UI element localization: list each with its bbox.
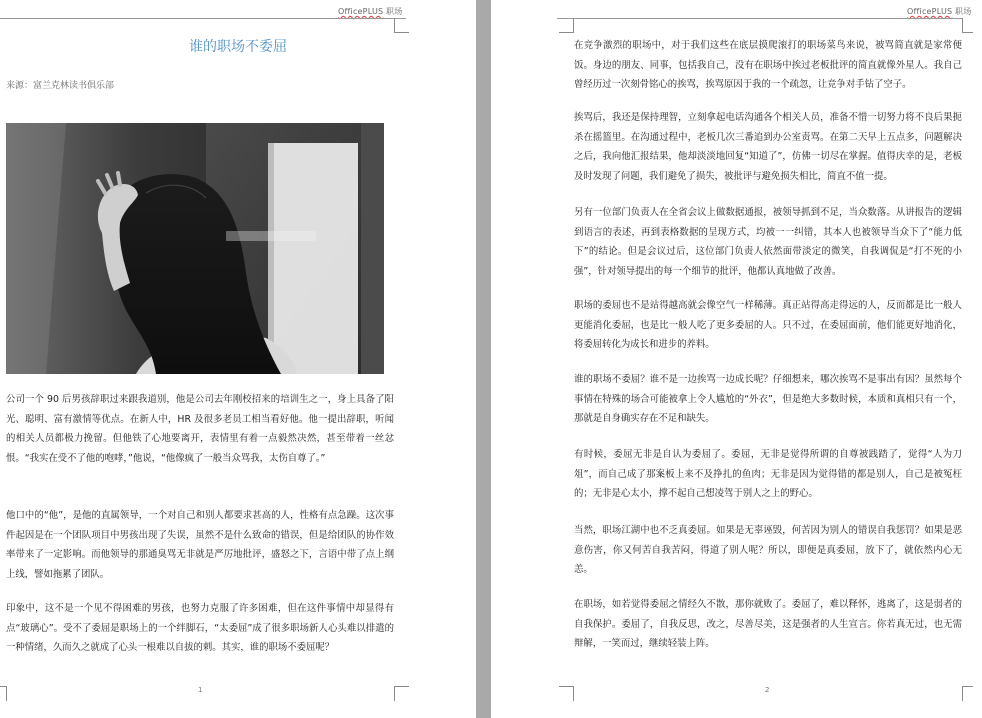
paragraph: 在竞争激烈的职场中，对于我们这些在底层摸爬滚打的职场菜鸟来说，被骂简直就是家常便饭。身边的朋友、同事，包括我自己，没有在职场中挨过老板批评的简直就像外星人。我自己曾经历过一次刻骨铭心的挨骂，挨骂原因于我的一个疏忽，让竞争对手钻了空子。: [574, 40, 962, 91]
article-title: 谁的职场不委屈: [189, 39, 287, 55]
paragraph: 另有一位部门负责人在全省会议上做数据通报，被领导抓到不足，当众数落。从讲报告的逻辑到语言的表述，再到表格数据的呈现方式，均被一一纠错，其本人也被领导当众下了“能力低下”的结论。但是会议过后，这位部门负责人依然面带淡定的微笑，自我调侃是“打不死的小强”，针对领导提出的每一个细节的批评，他都认真地做了改善。: [574, 207, 962, 277]
paragraph: 有时候，委屈无非是自认为委屈了。委屈，无非是觉得所谓的自尊被践踏了，觉得“人为刀俎”，而自己成了那案板上来不及挣扎的鱼肉；无非是因为觉得错的都是别人，自己是被冤枉的；无非是心太小，撑不起自己想凌驾于别人之上的野心。: [574, 449, 962, 500]
margin-corner-top-left: [559, 18, 574, 33]
margin-corner-bottom-left: [0, 686, 7, 701]
page-header-label: [907, 6, 971, 17]
margin-corner-top-right: [962, 18, 973, 33]
paragraph: 他口中的“他”，是他的直属领导，一个对自己和别人都要求甚高的人，性格有点急躁。这次事件起因是在一个团队项目中男孩出现了失误，虽然不是什么致命的错误，但是给团队的协作效率带来了一定影响。而他领导的那通臭骂无非就是严厉地批评，盛怒之下，言语中带了点上纲上线，譬如拖累了团队。: [6, 510, 394, 580]
margin-corner-bottom-left: [559, 686, 574, 701]
paragraph: 印象中，这不是一个见不得困难的男孩，也努力克服了许多困难，但在这件事情中却显得有点“玻璃心”。受不了委屈是职场上的一个绊脚石，“太委屈”成了很多职场新人心头难以排遣的一种情绪，久而久之就成了心头一根难以自拔的刺。其实，谁的职场不委屈呢？: [6, 603, 394, 654]
paragraph: 公司一个 90 后男孩辞职过来跟我道别，他是公司去年刚校招来的培训生之一，身上具备了阳光、聪明、富有激情等优点。在新人中，HR 及很多老员工相当看好他。他一提出辞职，听闻的相关人员都极力挽留。但他铁了心地要离开，表情里有着一点毅然决然，甚至带着一丝忿恨。“我实在受不了他的咆哮，”他说，“他像疯了一般当众骂我，太伤自尊了。”: [6, 394, 394, 464]
page-gap: [476, 0, 491, 718]
page-number: 2: [765, 686, 770, 694]
header-suffix: 职场: [383, 7, 403, 16]
paragraph: 谁的职场不委屈？谁不是一边挨骂一边成长呢？仔细想来，哪次挨骂不是事出有因？虽然每个事情在特殊的场合可能被拿上令人尴尬的“外衣”，但是绝大多数时候，本质和真相只有一个，那就是自身确实存在不足和缺失。: [574, 374, 962, 425]
header-suffix: 职场: [952, 7, 972, 16]
header-brand: OfficePLUS: [907, 7, 953, 16]
document-page-1: [0, 0, 476, 718]
margin-corner-top-right: [394, 18, 409, 33]
page-header-label: [338, 6, 402, 17]
margin-corner-bottom-right: [394, 686, 409, 701]
paragraph: 当然，职场江湖中也不乏真委屈。如果是无辜诬毁，何苦因为别人的错误自我惩罚？如果是恶意伤害，你又何苦自我苦闷，得道了别人呢？所以，即便是真委屈，放下了，就依然内心无恙。: [574, 525, 962, 576]
paragraph: 在职场，如若觉得委屈之情经久不散，那你就败了。委屈了，难以释怀，逃离了，这是弱者的自我保护。委屈了，自我反思，改之，尽善尽美，这是强者的人生宣言。你若真无过，也无需辩解，一笑而过，继续轻装上阵。: [574, 599, 962, 650]
paragraph: 挨骂后，我还是保持理智，立刻拿起电话沟通各个相关人员，准备不惜一切努力将不良后果扼杀在摇篮里。在沟通过程中，老板几次三番追到办公室责骂。在第二天早上五点多，问题解决之后，我向他汇报结果，他却淡淡地回复“知道了”，仿佛一切尽在掌握。值得庆幸的是，老板及时发现了问题，我们避免了损失，被批评与避免损失相比，简直不值一提。: [574, 112, 962, 182]
article-photo: [6, 123, 384, 374]
document-page-2: [491, 0, 982, 718]
margin-corner-bottom-right: [962, 686, 973, 701]
header-brand: OfficePLUS: [338, 7, 384, 16]
header-rule: [557, 18, 962, 19]
header-rule: [0, 18, 406, 19]
article-source: 来源：富兰克林读书俱乐部: [6, 81, 115, 91]
page-number: 1: [198, 686, 203, 694]
paragraph: 职场的委屈也不是站得越高就会像空气一样稀薄。真正站得高走得远的人，反而都是比一般人更能消化委屈，也是比一般人吃了更多委屈的人。只不过，在委屈面前，他们能更好地消化，将委屈转化为成长和进步的养料。: [574, 300, 962, 351]
